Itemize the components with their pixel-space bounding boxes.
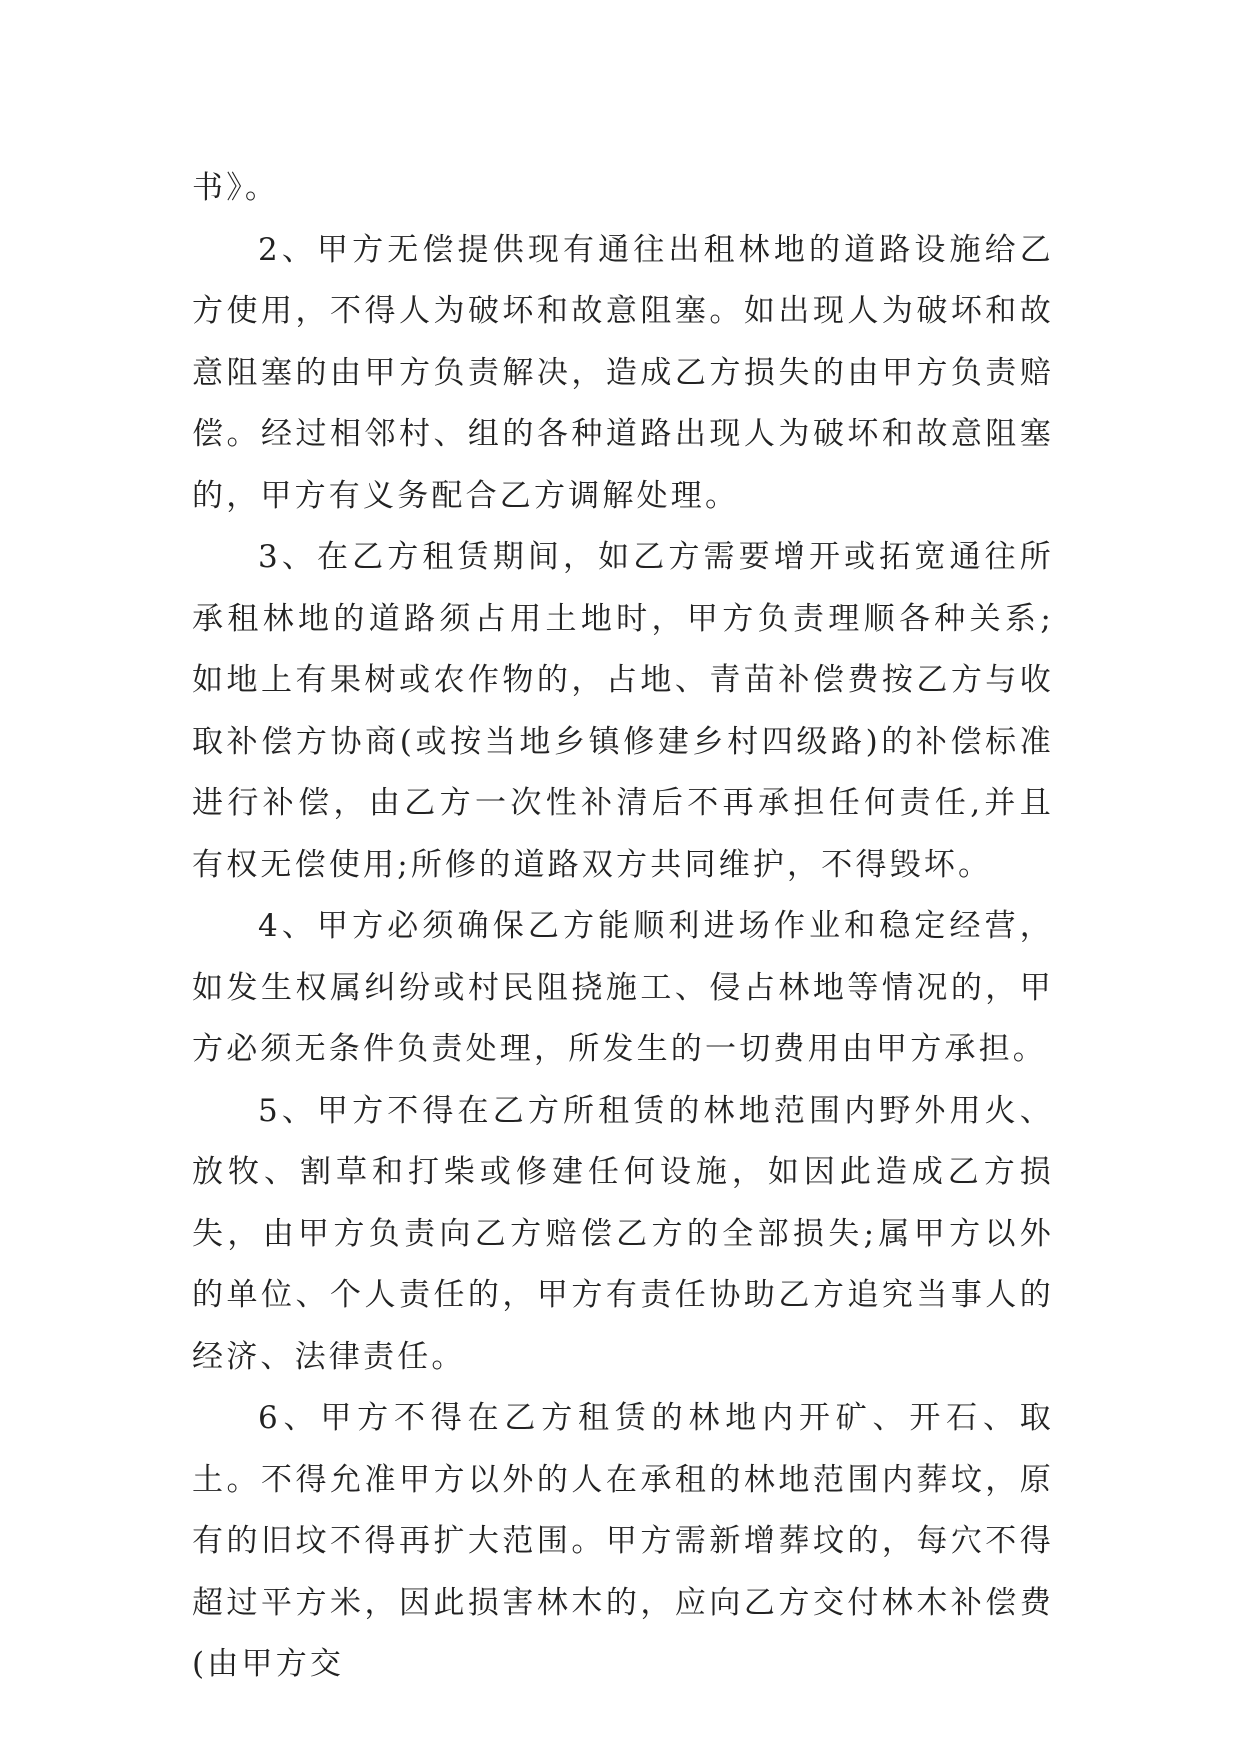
paragraph-clause-4: 4、甲方必须确保乙方能顺利进场作业和稳定经营，如发生权属纠纷或村民阻挠施工、侵占林地等情况的，甲方必须无条件负责处理，所发生的一切费用由甲方承担。 [192,908,1054,1067]
paragraph-clause-3: 3、在乙方租赁期间，如乙方需要增开或拓宽通往所承租林地的道路须占用土地时，甲方负责理顺各种关系;如地上有果树或农作物的，占地、青苗补偿费按乙方与收取补偿方协商(或按当地乡镇修建乡村四级路)的补偿标准进行补偿，由乙方一次性补清后不再承担任何责任,并且有权无偿使用;所修的道路双方共同维护，不得毁坏。 [192,539,1054,883]
paragraph-clause-6: 6、甲方不得在乙方租赁的林地内开矿、开石、取土。不得允准甲方以外的人在承租的林地范围内葬坟，原有的旧坟不得再扩大范围。甲方需新增葬坟的，每穴不得超过平方米，因此损害林木的，应向乙方交付林木补偿费(由甲方交 [192,1400,1054,1682]
paragraph-clause-2: 2、甲方无偿提供现有通往出租林地的道路设施给乙方使用，不得人为破坏和故意阻塞。如出现人为破坏和故意阻塞的由甲方负责解决，造成乙方损失的由甲方负责赔偿。经过相邻村、组的各种道路出现人为破坏和故意阻塞的，甲方有义务配合乙方调解处理。 [192,231,1054,514]
document-body [192,158,1054,1696]
paragraph-clause-5: 5、甲方不得在乙方所租赁的林地范围内野外用火、放牧、割草和打柴或修建任何设施，如因此造成乙方损失，由甲方负责向乙方赔偿乙方的全部损失;属甲方以外的单位、个人责任的，甲方有责任协助乙方追究当事人的经济、法律责任。 [192,1092,1054,1375]
paragraph-continuation: 书》。 [192,170,280,206]
